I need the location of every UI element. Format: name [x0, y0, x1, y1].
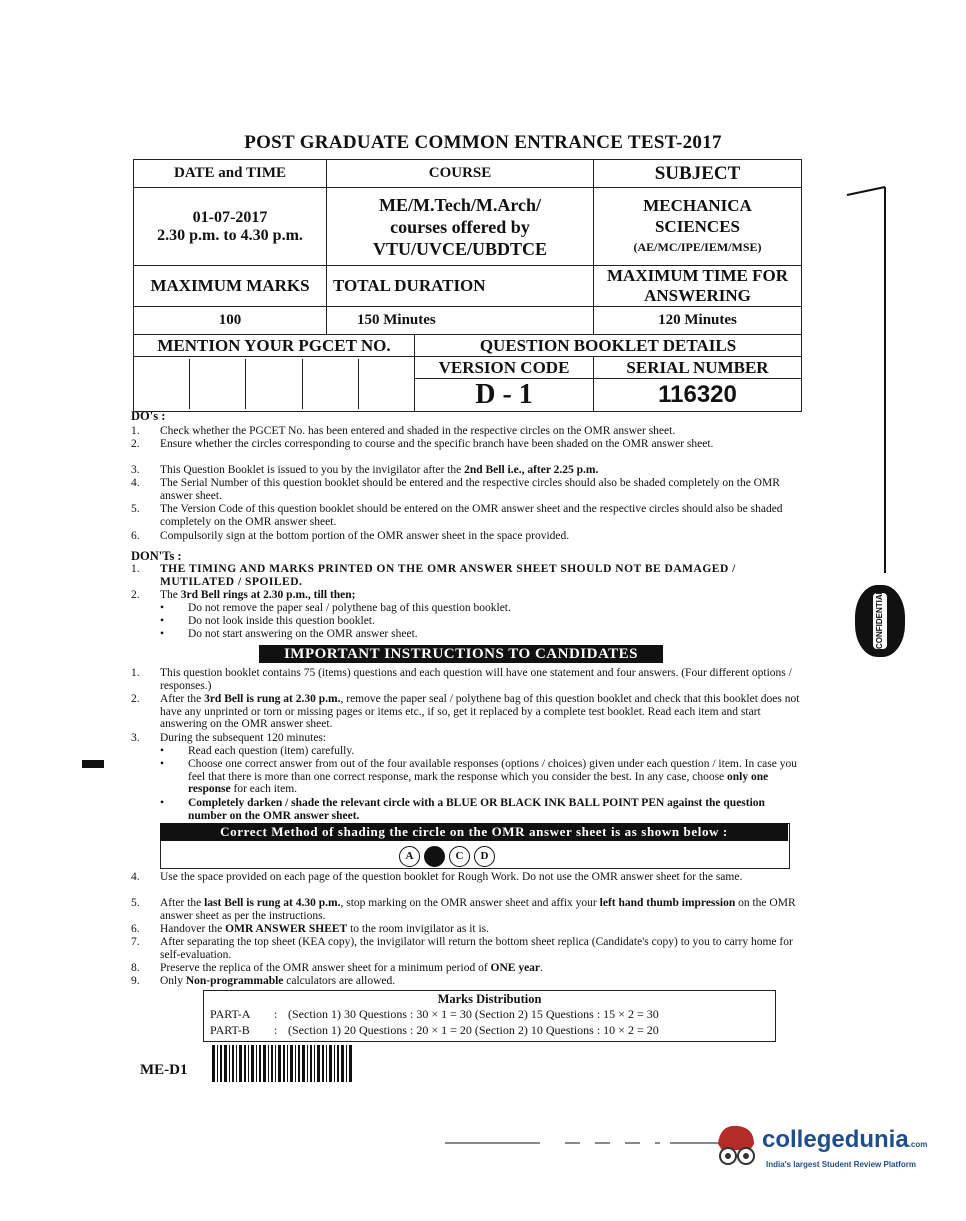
instr-bullet-3: Completely darken / shade the relevant circle with a BLUE OR BLACK INK BALL POINT PEN against the question number on the OMR answer sheet.	[188, 797, 765, 822]
donts-num-1: 1.	[131, 563, 140, 575]
serial-label: SERIAL NUMBER	[594, 357, 802, 379]
instr-item-2: After the 3rd Bell is rung at 2.30 p.m., remove the paper seal / polythene bag of this question booklet and check that this booklet does not have any unprinted or torn or missing pages or items etc., if so, get it replaced by a complete test booklet. Read each item and start answering on the OMR answer sheet.	[160, 693, 800, 731]
margin-mark	[82, 760, 104, 768]
instr-item-7: After separating the top sheet (KEA copy), the invigilator will return the bottom sheet replica (Candidate's copy) to you to carry home for self-evaluation.	[160, 936, 793, 961]
max-marks-value: 100	[134, 307, 327, 335]
part-b-sep: :	[274, 1023, 278, 1037]
option-circle-c: C	[449, 846, 470, 867]
exam-date: 01-07-2017	[192, 208, 268, 226]
instr-bullet-1: Read each question (item) carefully.	[188, 745, 355, 757]
date-label: DATE and TIME	[134, 160, 327, 188]
dos-num-4: 4.	[131, 477, 140, 489]
logo-tagline: India's largest Student Review Platform	[766, 1160, 916, 1169]
bullet: •	[160, 615, 165, 627]
course-line-3: VTU/UVCE/UBDTCE	[372, 238, 548, 259]
dos-num-1: 1.	[131, 425, 140, 437]
instr-item-3: During the subsequent 120 minutes:	[160, 732, 327, 744]
part-b-label: PART-B	[210, 1023, 250, 1037]
duration-value: 150 Minutes	[327, 307, 594, 335]
dos-num-2: 2.	[131, 438, 140, 450]
instr-bullet-2: Choose one correct answer from out of the four available responses (options / choices) given under each question / item. In case you feel that there is more than one correct response, mark the response which you consider the best. In any case, choose only one response for each item.	[188, 758, 797, 796]
donts-item-2: The 3rd Bell rings at 2.30 p.m., till then;	[160, 589, 356, 601]
subject-cell	[594, 188, 802, 266]
course-line-1: ME/M.Tech/M.Arch/	[379, 194, 541, 215]
part-b-detail: (Section 1) 20 Questions : 20 × 1 = 20 (Section 2) 10 Questions : 10 × 2 = 20	[288, 1023, 659, 1037]
donts-num-2: 2.	[131, 589, 140, 601]
marks-heading: Marks Distribution	[437, 992, 542, 1006]
instr-item-8: Preserve the replica of the OMR answer sheet for a minimum period of ONE year.	[160, 962, 543, 974]
part-a-label: PART-A	[210, 1007, 251, 1021]
pgcet-label: MENTION YOUR PGCET NO.	[134, 335, 415, 357]
dos-num-5: 5.	[131, 503, 140, 515]
course-label: COURSE	[327, 160, 594, 188]
bullet: •	[160, 745, 165, 757]
dos-item-3: This Question Booklet is issued to you by the invigilator after the 2nd Bell i.e., after 2.25 p.m.	[160, 464, 599, 476]
option-circle-d: D	[474, 846, 495, 867]
instr-num-9: 9.	[131, 975, 140, 987]
shading-heading: Correct Method of shading the circle on the OMR answer sheet is as shown below :	[160, 823, 788, 841]
instructions-banner: IMPORTANT INSTRUCTIONS TO CANDIDATES	[259, 645, 663, 663]
page-title: POST GRADUATE COMMON ENTRANCE TEST-2017	[244, 132, 722, 153]
bullet: •	[160, 797, 165, 809]
option-circle-a: A	[399, 846, 420, 867]
booklet-label: QUESTION BOOKLET DETAILS	[415, 335, 802, 357]
dos-item-1: Check whether the PGCET No. has been entered and shaded in the respective circles on the OMR answer sheet.	[160, 425, 676, 437]
instr-num-6: 6.	[131, 923, 140, 935]
dos-num-3: 3.	[131, 464, 140, 476]
donts-item-1: THE TIMING AND MARKS PRINTED ON THE OMR ANSWER SHEET SHOULD NOT BE DAMAGED / MUTILATED / SPOILED.	[160, 563, 736, 588]
answer-time-label: MAXIMUM TIME FOR ANSWERING	[594, 266, 802, 307]
donts-heading: DON'Ts :	[131, 549, 182, 563]
option-circle-b-filled: B	[424, 846, 445, 867]
footer-dashes	[445, 1140, 745, 1146]
date-time-cell	[134, 188, 327, 266]
instr-num-4: 4.	[131, 871, 140, 883]
subject-line-3: (AE/MC/IPE/IEM/MSE)	[633, 240, 762, 254]
dos-heading: DO's :	[131, 409, 166, 423]
instr-item-1: This question booklet contains 75 (items) questions and each question will have one statement and four answers. (Four different options / responses.)	[160, 667, 792, 692]
instr-item-9: Only Non-programmable calculators are allowed.	[160, 975, 396, 987]
dos-num-6: 6.	[131, 530, 140, 542]
donts-bullet-3: Do not start answering on the OMR answer sheet.	[188, 628, 418, 640]
dos-item-6: Compulsorily sign at the bottom portion of the OMR answer sheet in the space provided.	[160, 530, 570, 542]
part-a-detail: (Section 1) 30 Questions : 30 × 1 = 30 (Section 2) 15 Questions : 15 × 2 = 30	[288, 1007, 659, 1021]
course-line-2: courses offered by	[390, 216, 530, 237]
marks-distribution-box	[203, 990, 776, 1042]
barcode	[212, 1045, 352, 1082]
instr-num-5: 5.	[131, 897, 140, 909]
instr-num-1: 1.	[131, 667, 140, 679]
subject-line-2: SCIENCES	[654, 217, 741, 236]
bullet: •	[160, 628, 165, 640]
version-code: D - 1	[415, 379, 594, 412]
course-cell	[327, 188, 594, 266]
logo-text: collegedunia.com	[762, 1126, 928, 1153]
bullet: •	[160, 758, 165, 770]
instr-num-2: 2.	[131, 693, 140, 705]
margin-bracket	[845, 185, 890, 575]
mascot-icon	[710, 1120, 760, 1172]
confidential-stamp	[855, 585, 905, 657]
part-a-sep: :	[274, 1007, 278, 1021]
instr-item-6: Handover the OMR ANSWER SHEET to the room invigilator as it is.	[160, 923, 490, 935]
dos-item-5: The Version Code of this question booklet should be entered on the OMR answer sheet and the respective circles should also be shaded completely on the OMR answer sheet.	[160, 503, 783, 528]
donts-bullet-2: Do not look inside this question booklet.	[188, 615, 375, 627]
exam-details-table	[133, 159, 802, 412]
dos-item-2: Ensure whether the circles corresponding to course and the specific branch have been shaded on the OMR answer sheet.	[160, 438, 714, 450]
duration-label: TOTAL DURATION	[327, 266, 594, 307]
subject-line-1: MECHANICA	[643, 196, 752, 215]
answer-time-value: 120 Minutes	[594, 307, 802, 335]
max-marks-label: MAXIMUM MARKS	[134, 266, 327, 307]
donts-bullet-1: Do not remove the paper seal / polythene bag of this question booklet.	[188, 602, 511, 614]
instr-item-4: Use the space provided on each page of the question booklet for Rough Work. Do not use the OMR answer sheet for the same.	[160, 871, 743, 883]
version-label: VERSION CODE	[415, 357, 594, 379]
instr-num-8: 8.	[131, 962, 140, 974]
instr-num-3: 3.	[131, 732, 140, 744]
subject-label: SUBJECT	[594, 160, 802, 188]
booklet-code: ME-D1	[140, 1062, 188, 1078]
stamp-text: CONFIDENTIAL	[873, 593, 887, 649]
exam-time: 2.30 p.m. to 4.30 p.m.	[157, 226, 303, 244]
pgcet-boxes	[134, 357, 415, 412]
serial-number: 116320	[594, 379, 802, 412]
bullet: •	[160, 602, 165, 614]
dos-item-4: The Serial Number of this question booklet should be entered and the respective circles should also be shaded completely on the OMR answer sheet.	[160, 477, 780, 502]
instr-item-5: After the last Bell is rung at 4.30 p.m., stop marking on the OMR answer sheet and affix your left hand thumb impression on the OMR answer sheet as per the instructions.	[160, 897, 796, 922]
instr-num-7: 7.	[131, 936, 140, 948]
